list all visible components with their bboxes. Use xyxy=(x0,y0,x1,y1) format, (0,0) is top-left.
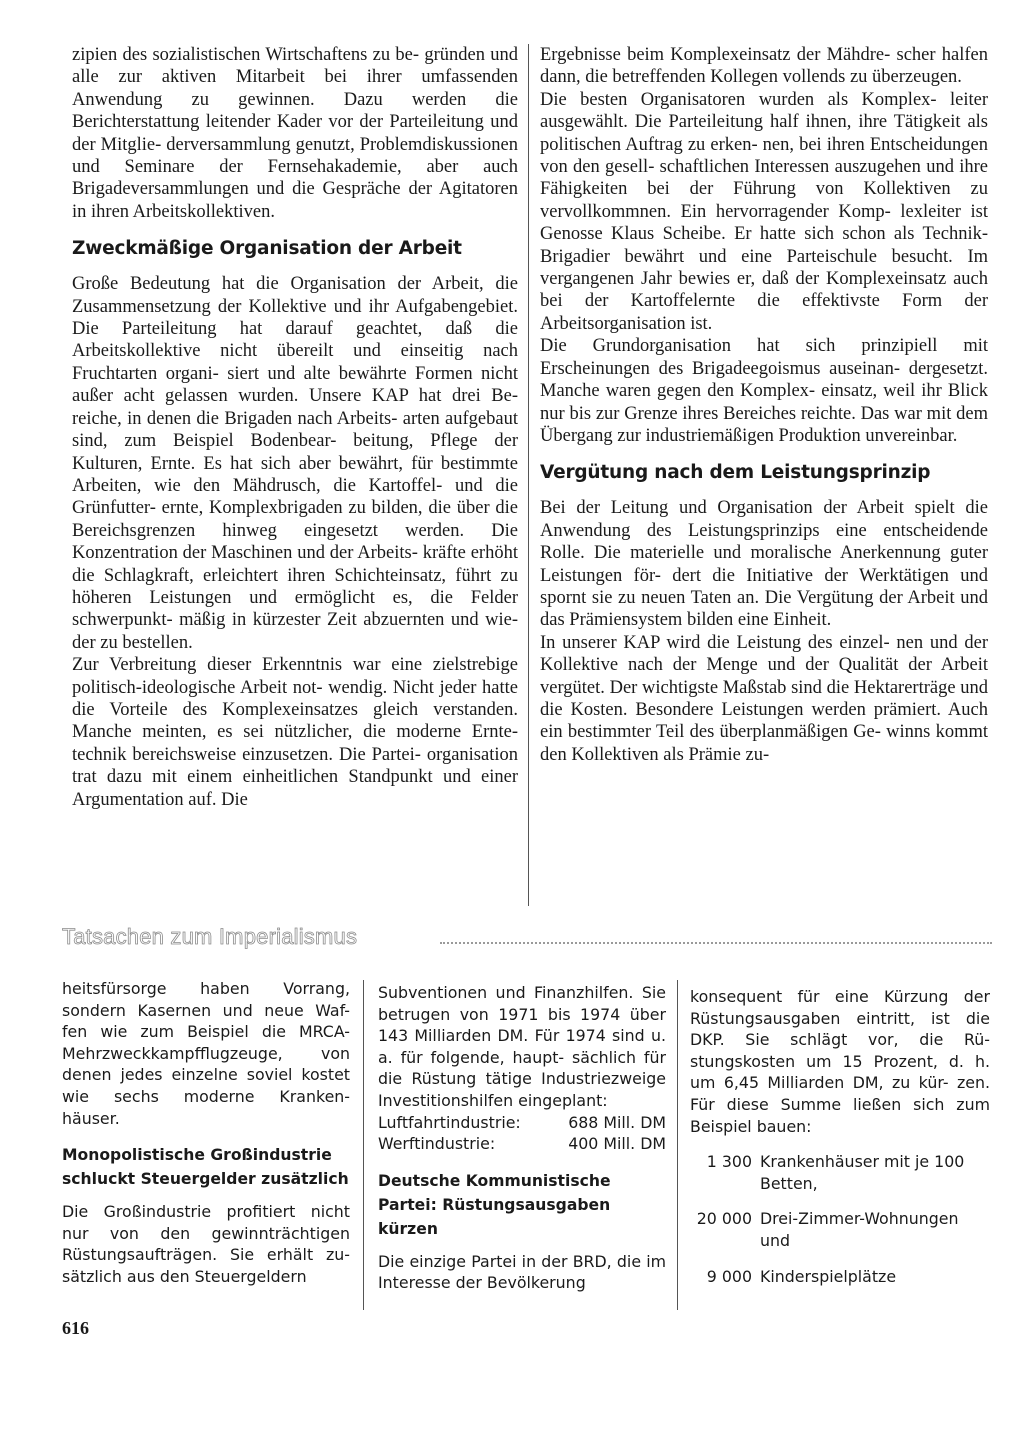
industry-name: Werftindustrie: xyxy=(378,1134,496,1154)
industry-name: Luftfahrtindustrie: xyxy=(378,1112,521,1132)
sidebar-heading: Monopolistische Großindustrie schluckt Steuergelder zusätzlich xyxy=(62,1146,349,1189)
list-item xyxy=(690,1208,990,1251)
paragraph: heitsfürsorge haben Vorrang, sondern Kasernen und neue Waf- fen wie zum Beispiel die MRCA- Mehrzweckkampfflugzeuge, von denen jedes einzelne soviel kostet wie sechs moderne Kranken- häuser. xyxy=(62,979,350,1128)
sidebar-heading: Deutsche Kommunistische Partei: Rüstungsausgaben kürzen xyxy=(378,1171,611,1238)
dotted-rule xyxy=(440,942,992,944)
column-divider xyxy=(528,44,529,906)
item-text: Kinderspielplätze xyxy=(760,1266,897,1286)
paragraph: Große Bedeutung hat die Organisation der Arbeit, die Zusammensetzung der Kollektive und ihr Aufgabengebiet. Die Parteileitung hat darauf geachtet, daß die Arbeitskollektive nicht übereilt und einseitig nach Fruchtarten organi- siert und alte bewährte Formen nicht außer acht gelassen wurden. Unsere KAP hat drei Be- reiche, in denen die Brigaden nach Arbeits- arten aufgebaut sind, zum Beispiel Bodenbear- beitung, Pflege der Kulturen, Ernte. Es hat sich aber bewährt, für bestimmte Arbeiten, wie den Mähdrusch, die Kartoffel- und die Grünfutter- ernte, Komplexbrigaden zu bilden, die über die Bereichsgrenzen hinweg eingesetzt werden. Die Konzentration der Maschinen und der Arbeits- kräfte erhöht die Schlagkraft, erleichtert ihren Schichteinsatz, führt zu höheren Leistungen und ermöglicht es, die Felder schwerpunkt- mäßig in kürzester Zeit abzuernten und wie- der zu bestellen. xyxy=(72,274,518,653)
section-heading: Vergütung nach dem Leistungsprinzip xyxy=(540,462,931,484)
paragraph: Bei der Leitung und Organisation der Arbeit spielt die Anwendung des Leistungsprinzips eine entscheidende Rolle. Die materielle und moralische Anerkennung guter Leistungen för- dert die Initiative der Werktätigen und spornt sie zu neuen Taten an. Die Vergütung der Arbeit und das Prämiensystem bilden eine Einheit. xyxy=(540,498,988,631)
sidebar-divider xyxy=(677,980,678,1310)
sidebar-title: Tatsachen zum Imperialismus xyxy=(62,924,358,949)
main-column-right xyxy=(540,44,988,766)
section-heading: Zweckmäßige Organisation der Arbeit xyxy=(72,238,462,260)
paragraph: Die besten Organisatoren wurden als Komplex- leiter ausgewählt. Die Parteileitung half ihnen, ihre Tätigkeit als politischen Auftrag zu erken- nen, bei ihren Entscheidungen von den gesell- schaftlichen Interessen auszugehen und ihre Fähigkeiten bei der Führung von Kollektiven zu vervollkommnen. Ein hervorragender Komp- lexleiter ist Genosse Klaus Scheibe. Er hatte sich schon als Technik-Brigadier bewährt und eine Parteischule besucht. Im vergangenen Jahr bewies er, daß der Komplexeinsatz auch bei der Kartoffelernte die effektivste Form der Arbeitsorganisation ist. xyxy=(540,89,988,334)
paragraph: konsequent für eine Kürzung der Rüstungsausgaben eintritt, ist die DKP. Sie schlägt vor, die Rü- stungskosten um 15 Prozent, d. h. um 6,45 Milliarden DM, zu kür- zen. Für diese Summe ließen sich zum Beispiel bauen: xyxy=(690,987,990,1136)
page-number: 616 xyxy=(62,1318,89,1338)
paragraph: Die einzige Partei in der BRD, die im Interesse der Bevölkerung xyxy=(378,1251,666,1293)
item-text: Drei-Zimmer-Wohnungen und xyxy=(760,1209,959,1250)
paragraph: Ergebnisse beim Komplexeinsatz der Mähdre- scher halfen dann, die betreffenden Kollegen vollends zu überzeugen. xyxy=(540,45,988,88)
paragraph: Die Grundorganisation hat sich prinzipiell mit Erscheinungen des Brigadeegoismus auseinan- dergesetzt. Manche waren gegen den Komplex- einsatz, weil ihr Blick nur bis zur Grenze ihres Bereiches reichte. Das war mit dem Übergang zur industriemäßigen Produktion unvereinbar. xyxy=(540,336,988,446)
paragraph: In unserer KAP wird die Leistung des einzel- nen und der Kollektive nach der Menge und der Qualität der Arbeit vergütet. Der wichtigste Maßstab sind die Hektarerträge und die Kosten. Besondere Leistungen werden prämiert. Auch ein bestimmter Teil des überplanmäßigen Ge- winns kommt den Kollektiven als Prämie zu- xyxy=(540,632,988,765)
industry-row xyxy=(378,1133,666,1155)
list-item xyxy=(690,1151,990,1194)
sidebar-banner xyxy=(62,922,992,952)
industry-row xyxy=(378,1112,666,1134)
sidebar-column-2 xyxy=(378,982,666,1294)
list-item xyxy=(690,1266,990,1288)
sidebar-column-3 xyxy=(690,986,990,1287)
sidebar-column-1 xyxy=(62,978,350,1288)
item-number: 20 000 xyxy=(696,1209,752,1229)
main-column-left xyxy=(72,44,518,811)
industry-amount: 400 Mill. DM xyxy=(568,1134,666,1154)
paragraph: zipien des sozialistischen Wirtschaftens zu be- gründen und alle zur aktiven Mitarbeit bei ihrer umfassenden Anwendung zu gewinnen. Dazu werden die Berichterstattung leitender Kader vor der Parteileitung und der Mitglie- derversammlung genutzt, Problemdiskussionen und Seminare der Fernsehakademie, aber auch Brigadeversammlungen und die Gespräche der Agitatoren in ihren Arbeitskollektiven. xyxy=(72,45,518,222)
item-text: Krankenhäuser mit je 100 Betten, xyxy=(760,1152,965,1193)
paragraph: Subventionen und Finanzhilfen. Sie betrugen von 1971 bis 1974 über 143 Milliarden DM. Für 1974 sind u. a. für folgende, haupt- sächlich für die Rüstung tätige Industriezweige Investitionshilfen eingeplant: xyxy=(378,983,666,1110)
industry-amount: 688 Mill. DM xyxy=(568,1112,666,1132)
item-number: 9 000 xyxy=(706,1266,752,1286)
item-number: 1 300 xyxy=(706,1152,752,1172)
sidebar-divider xyxy=(363,980,364,1310)
paragraph: Zur Verbreitung dieser Erkenntnis war eine zielstrebige politisch-ideologische Arbeit not- wendig. Nicht jeder hatte die Vorteile des Komplexeinsatzes gleich verstanden. Manche meinten, es sei nützlicher, die moderne Ernte- technik bereichsweise einzusetzen. Die Partei- organisation trat dazu mit einem einheitlichen Standpunkt und einer Argumentation auf. Die xyxy=(72,655,518,810)
paragraph: Die Großindustrie profitiert nicht nur von den gewinnträchtigen Rüstungsaufträgen. Sie erhält zu- sätzlich aus den Steuergeldern xyxy=(62,1202,350,1286)
